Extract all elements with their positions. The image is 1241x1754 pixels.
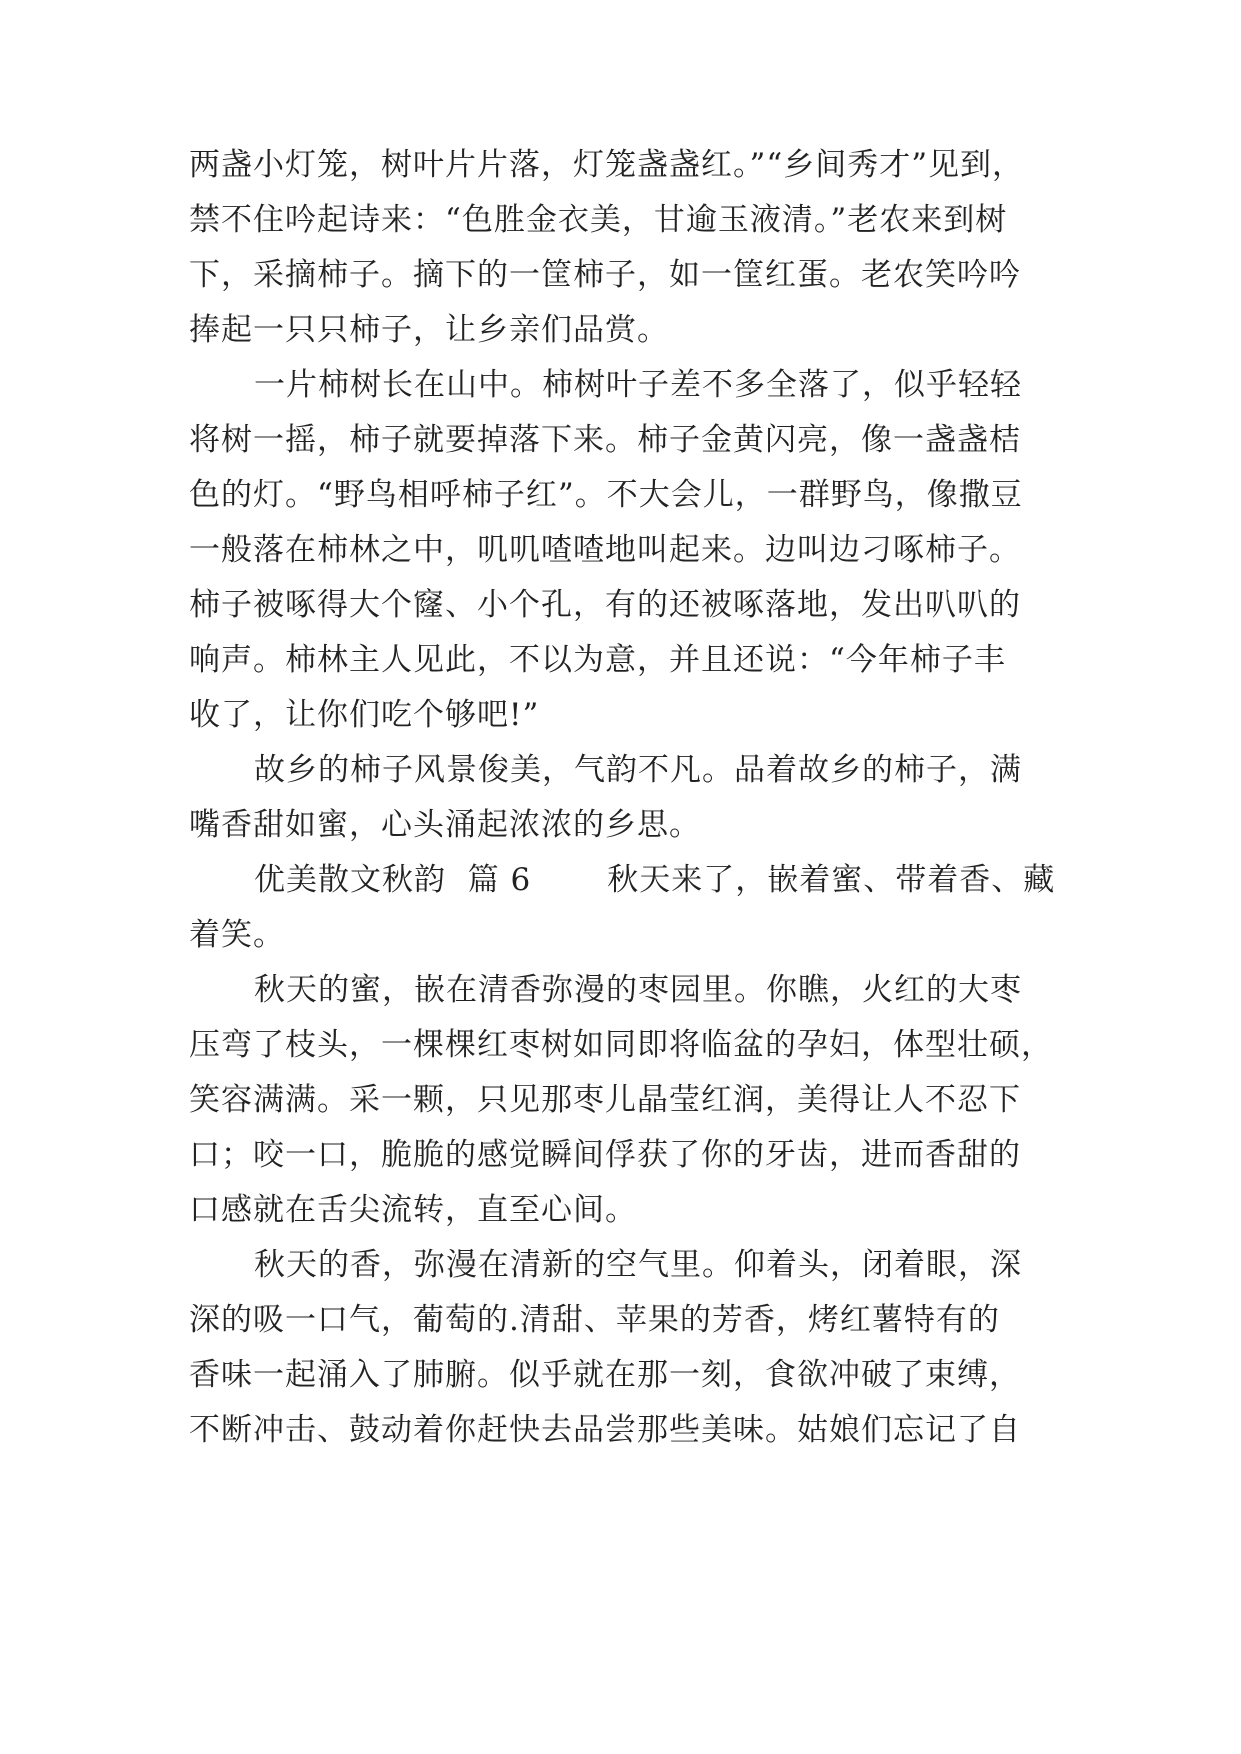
- paragraph-start-line: 故乡的柿子风景俊美，气韵不凡。品着故乡的柿子，满: [254, 752, 1022, 788]
- paragraph-start-line: 一片柿树长在山中。柿树叶子差不多全落了，似乎轻轻: [254, 367, 1022, 403]
- text-line: 口感就在舌尖流转，直至心间。: [189, 1192, 637, 1228]
- paragraph-start-line: 秋天的香，弥漫在清新的空气里。仰着头，闭着眼，深: [254, 1247, 1022, 1283]
- section-heading-line: 优美散文秋韵 篇 6 秋天来了，嵌着蜜、带着香、藏: [254, 862, 1056, 898]
- text-line: 不断冲击、鼓动着你赶快去品尝那些美味。姑娘们忘记了自: [189, 1412, 1021, 1448]
- text-line: 将树一摇，柿子就要掉落下来。柿子金黄闪亮，像一盏盏桔: [189, 422, 1021, 458]
- text-line: 笑容满满。采一颗，只见那枣儿晶莹红润，美得让人不忍下: [189, 1082, 1021, 1118]
- text-line: 一般落在柿林之中，叽叽喳喳地叫起来。边叫边刁啄柿子。: [189, 532, 1021, 568]
- text-line: 香味一起涌入了肺腑。似乎就在那一刻，食欲冲破了束缚，: [189, 1357, 1021, 1393]
- text-line: 捧起一只只柿子，让乡亲们品赏。: [189, 312, 669, 348]
- text-line: 嘴香甜如蜜，心头涌起浓浓的乡思。: [189, 807, 701, 843]
- text-line: 深的吸一口气，葡萄的.清甜、苹果的芳香，烤红薯特有的: [189, 1302, 1000, 1338]
- text-line: 压弯了枝头，一棵棵红枣树如同即将临盆的孕妇，体型壮硕，: [189, 1027, 1053, 1063]
- text-line: 收了，让你们吃个够吧!”: [189, 697, 540, 733]
- text-line: 柿子被啄得大个窿、小个孔，有的还被啄落地，发出叭叭的: [189, 587, 1021, 623]
- text-line: 两盏小灯笼，树叶片片落，灯笼盏盏红。”“乡间秀才”见到，: [189, 147, 1025, 183]
- text-line: 下，采摘柿子。摘下的一筐柿子，如一筐红蛋。老农笑吟吟: [189, 257, 1021, 293]
- text-line: 着笑。: [189, 917, 285, 953]
- text-line: 色的灯。“野鸟相呼柿子红”。不大会儿，一群野鸟，像撒豆: [189, 477, 1023, 513]
- text-line: 禁不住吟起诗来：“色胜金衣美，甘逾玉液清。”老农来到树: [189, 202, 1008, 238]
- text-line: 口；咬一口，脆脆的感觉瞬间俘获了你的牙齿，进而香甜的: [189, 1137, 1021, 1173]
- paragraph-start-line: 秋天的蜜，嵌在清香弥漫的枣园里。你瞧，火红的大枣: [254, 972, 1022, 1008]
- text-line: 响声。柿林主人见此，不以为意，并且还说：“今年柿子丰: [189, 642, 1006, 678]
